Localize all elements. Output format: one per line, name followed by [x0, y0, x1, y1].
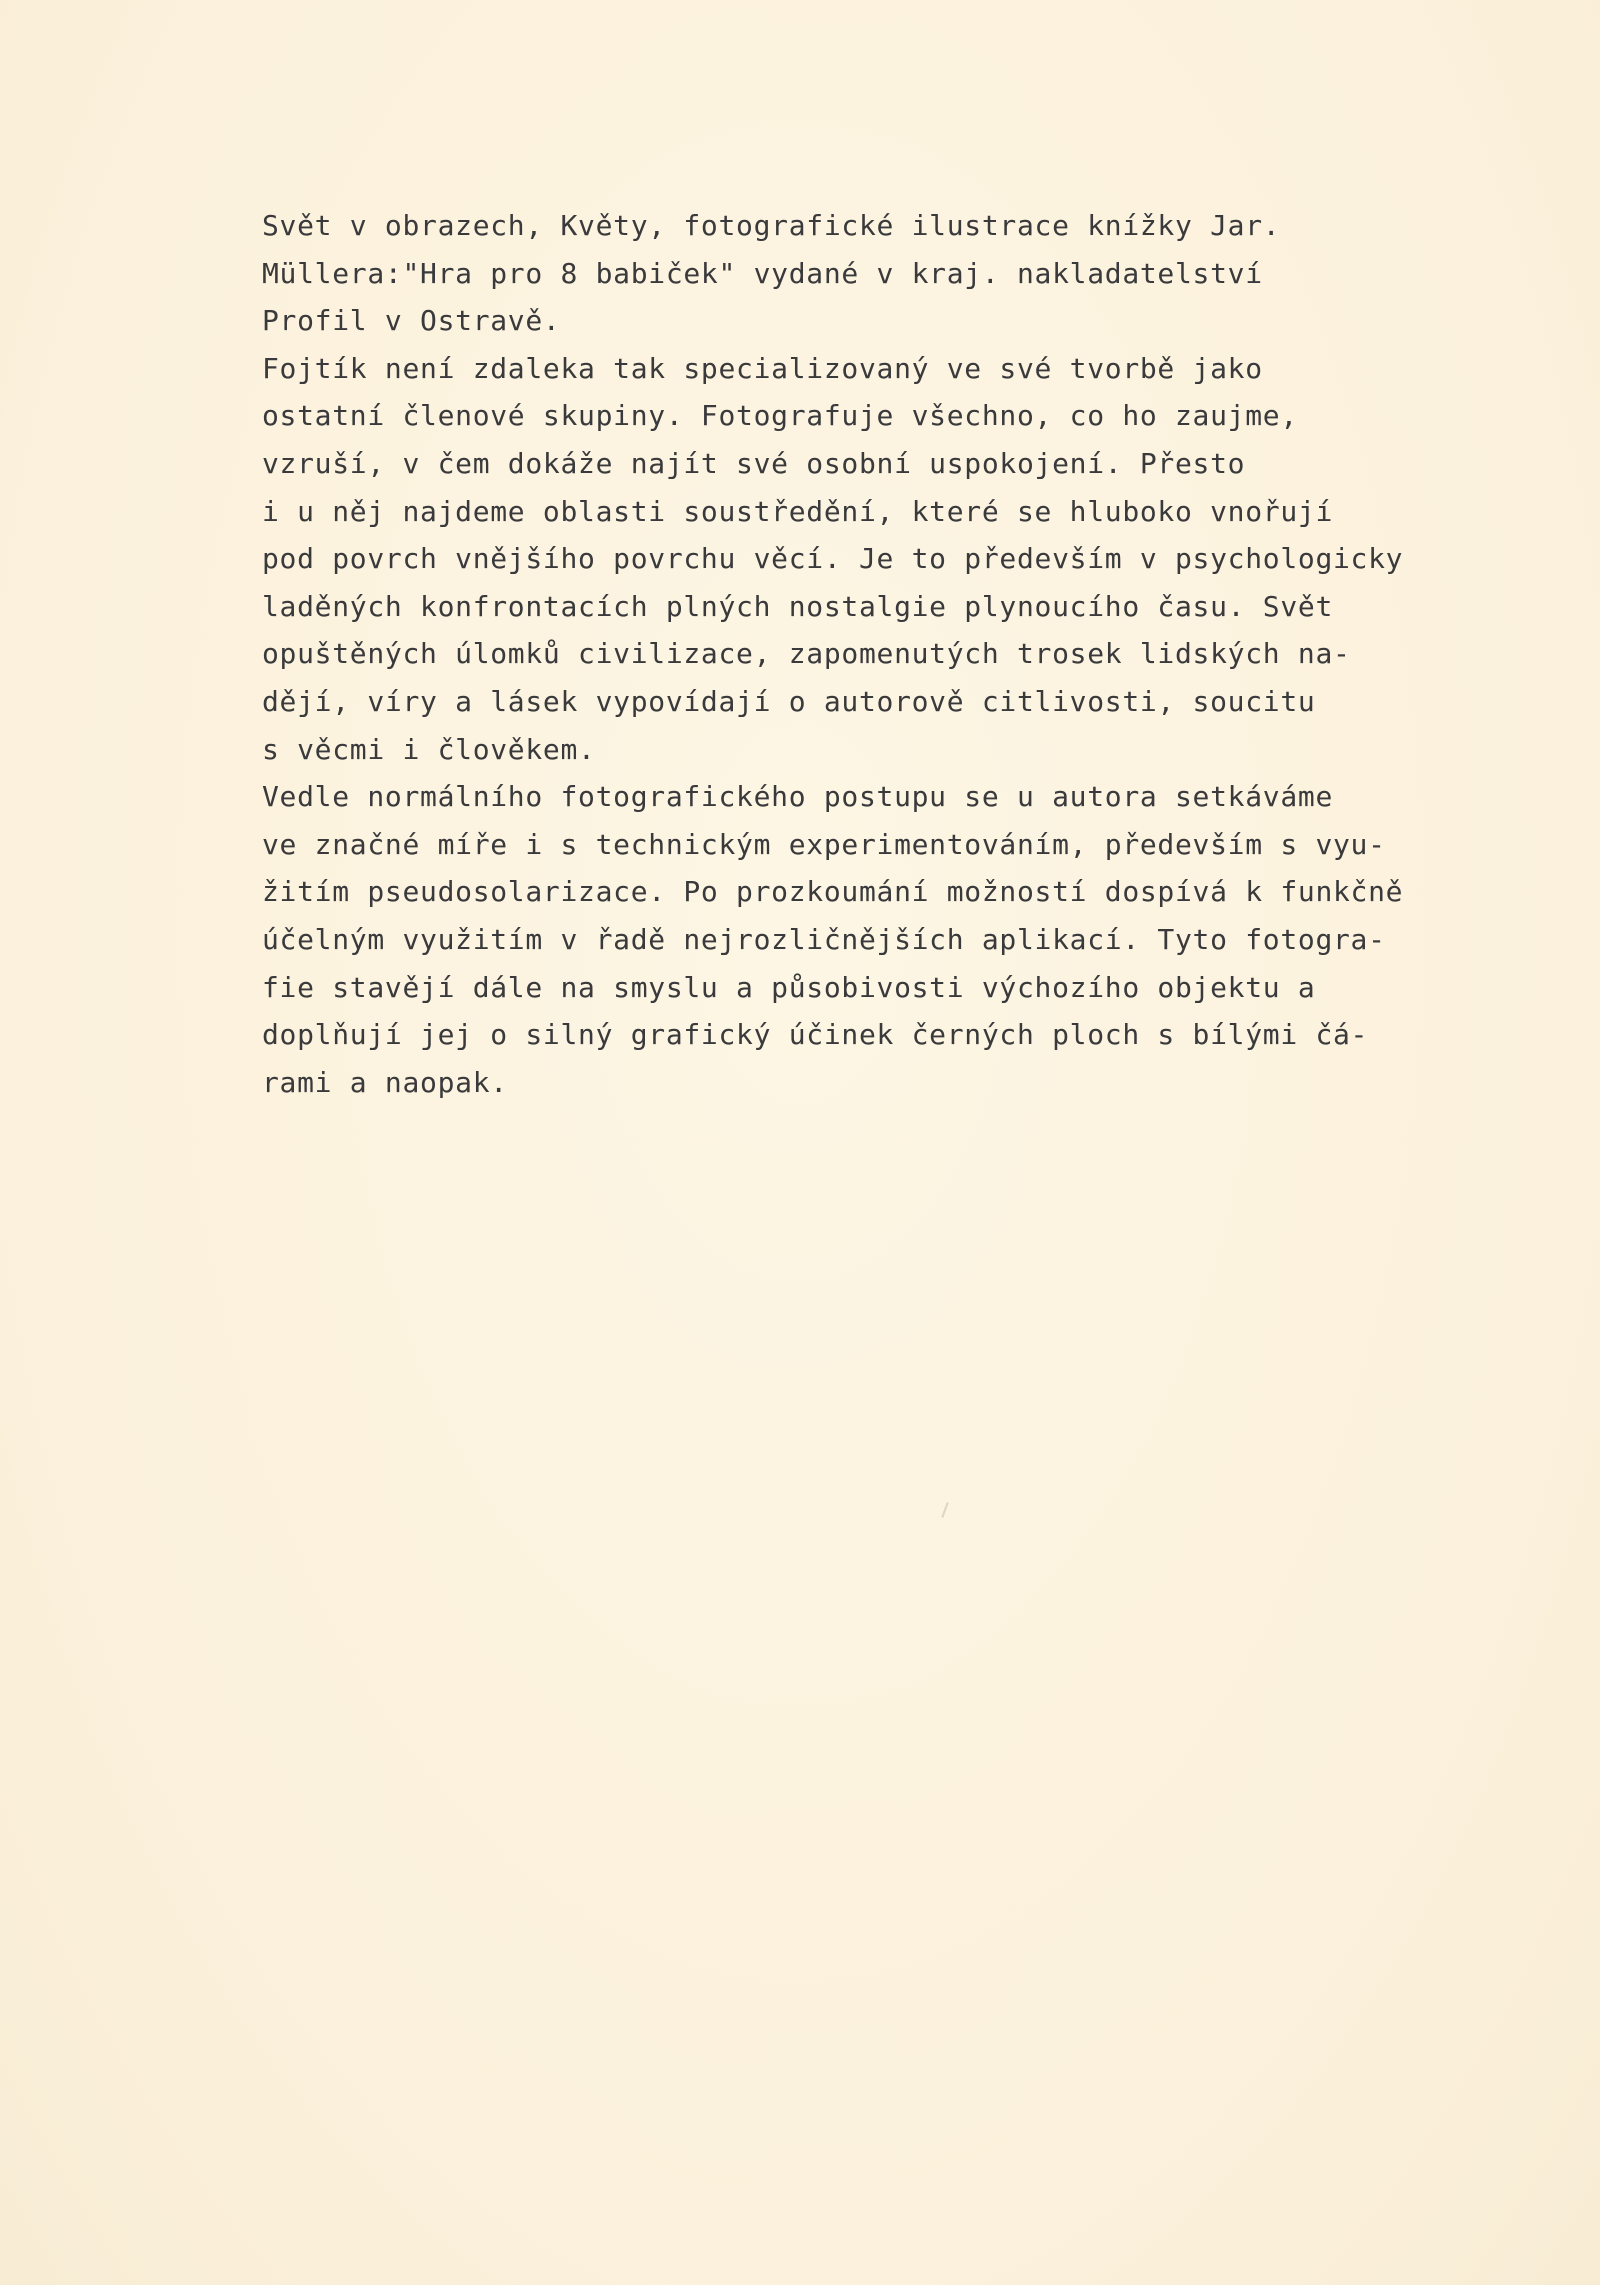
text-line: rami a naopak. — [262, 1065, 508, 1099]
text-line: Svět v obrazech, Květy, fotografické ilustrace knížky Jar. — [262, 209, 1281, 242]
text-line: účelným využitím v řadě nejrozličnějších aplikací. Tyto fotogra- — [262, 922, 1386, 956]
text-line: opuštěných úlomků civilizace, zapomenutých trosek lidských na- — [262, 637, 1351, 671]
paper-blemish — [941, 1502, 948, 1518]
text-line: laděných konfrontacích plných nostalgie plynoucího času. Svět — [262, 589, 1334, 623]
text-line: Vedle normálního fotografického postupu se u autora setkáváme — [262, 780, 1334, 814]
text-line: dějí, víry a lásek vypovídají o autorově citlivosti, soucitu — [262, 684, 1316, 718]
text-line: Profil v Ostravě. — [262, 304, 561, 338]
text-line: i u něj najdeme oblasti soustředění, které se hluboko vnořují — [262, 494, 1334, 528]
text-line: ostatní členové skupiny. Fotografuje všechno, co ho zaujme, — [262, 399, 1298, 433]
text-line: fie stavějí dále na smyslu a působivosti výchozího objektu a — [262, 970, 1316, 1004]
typewritten-text — [262, 202, 1562, 1106]
text-line: Müllera:"Hra pro 8 babiček" vydané v kraj. nakladatelství — [262, 256, 1263, 290]
text-line: vzruší, v čem dokáže najít své osobní uspokojení. Přesto — [262, 446, 1246, 480]
text-line: doplňují jej o silný grafický účinek černých ploch s bílými čá- — [262, 1018, 1369, 1052]
text-line: pod povrch vnějšího povrchu věcí. Je to především v psychologicky — [262, 542, 1404, 576]
text-line: žitím pseudosolarizace. Po prozkoumání možností dospívá k funkčně — [262, 875, 1404, 909]
text-line: Fojtík není zdaleka tak specializovaný ve své tvorbě jako — [262, 351, 1263, 385]
text-line: ve značné míře i s technickým experimentováním, především s vyu- — [262, 827, 1386, 861]
text-line: s věcmi i člověkem. — [262, 732, 596, 766]
